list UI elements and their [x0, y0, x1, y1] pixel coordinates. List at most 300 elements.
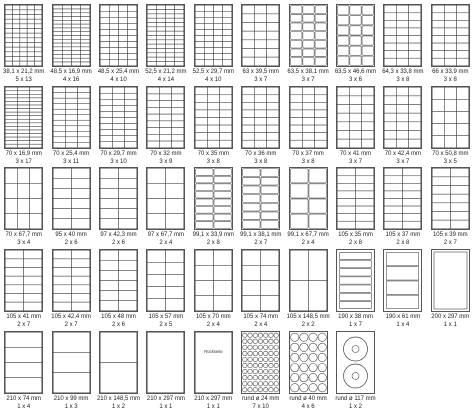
label-cell: [195, 48, 204, 54]
label-circle: [253, 375, 257, 379]
label-cell: [118, 178, 136, 188]
label-cell: [71, 36, 80, 40]
label-cell: [172, 101, 184, 108]
label-cell: [397, 20, 409, 28]
label-sheet: [427, 249, 474, 331]
label-cell: [18, 137, 30, 141]
label-cell: [100, 136, 112, 142]
label-circle: [308, 363, 316, 371]
label-cell: [148, 53, 157, 57]
label-cell: [195, 11, 204, 17]
label-layout: 2 x 6: [111, 239, 125, 246]
label-cell: [355, 214, 373, 222]
label-sheet: [0, 167, 47, 249]
label-cell: [450, 177, 468, 186]
label-cell: [290, 23, 301, 31]
label-size: rund ø 117 mm: [335, 396, 376, 402]
sheet-caption: [237, 314, 284, 329]
label-cell: [18, 119, 30, 123]
label-cell: [71, 54, 80, 58]
label-cell: [112, 142, 124, 148]
label-cell: [242, 140, 254, 148]
label-cell: [195, 281, 213, 296]
sheet-diagram: [383, 4, 422, 67]
label-cell: [13, 56, 20, 61]
label-cell: [18, 168, 30, 183]
label-cell: [385, 122, 397, 131]
label-cell: [35, 10, 42, 15]
label-cell: [349, 87, 361, 96]
label-cell: [409, 36, 421, 44]
label-cell: [5, 109, 17, 113]
label-cell: [349, 139, 361, 148]
label-cell: [53, 32, 62, 36]
label-cell: [53, 47, 62, 51]
sheet-diagram: [336, 331, 375, 394]
label-cell: [214, 199, 231, 206]
label-cell: [222, 54, 231, 60]
label-cell: [100, 60, 109, 66]
label-cell: [242, 265, 260, 280]
label-cell: [175, 27, 184, 31]
label-cell: [222, 60, 231, 66]
label-sheet: [142, 167, 189, 249]
label-cell: [355, 221, 373, 229]
label-cell: [432, 194, 450, 203]
label-cell: [195, 118, 207, 126]
label-layout: 3 x 8: [206, 158, 220, 165]
label-sheet: [190, 249, 237, 331]
label-cell: [100, 291, 118, 301]
label-cell: [242, 31, 254, 40]
label-cell: [222, 36, 231, 42]
label-cell: [5, 29, 12, 34]
label-cell: [222, 42, 231, 48]
label-layout: 2 x 7: [64, 321, 78, 328]
label-cell: [166, 5, 175, 9]
label-cell: [157, 53, 166, 57]
label-layout: 2 x 7: [254, 239, 268, 246]
label-cell: [18, 98, 30, 102]
label-circle: [318, 333, 326, 341]
label-cell: [302, 133, 314, 141]
label-sheet: [95, 167, 142, 249]
label-cell: [5, 112, 17, 116]
label-cell: [5, 250, 23, 259]
label-cell: [160, 128, 172, 135]
label-cell: [195, 102, 207, 110]
label-cell: [385, 105, 397, 114]
label-circle: [274, 369, 278, 373]
label-cell: [112, 93, 124, 99]
label-cell: [148, 287, 166, 299]
label-cell: [213, 5, 222, 11]
label-cell: [27, 5, 34, 10]
label-cell: [315, 23, 326, 31]
label-cell: [355, 206, 373, 214]
label-cell: [397, 13, 409, 21]
label-cell: [148, 40, 157, 44]
label-circle: [264, 357, 268, 361]
label-cell: [125, 130, 137, 136]
label-cell: [337, 183, 355, 191]
label-cell: [267, 133, 279, 141]
label-cell: [243, 177, 260, 185]
label-cell: [100, 36, 109, 42]
label-cell: [53, 43, 62, 47]
label-cell: [5, 332, 42, 347]
label-cell: [195, 42, 204, 48]
label-cell: [362, 139, 374, 148]
label-cell: [302, 32, 313, 40]
label-cell: [112, 130, 124, 136]
label-layout: 4 x 10: [205, 76, 222, 83]
label-cell: [355, 183, 373, 191]
label-cell: [100, 199, 118, 209]
label-cell: [207, 87, 219, 95]
label-size: 190 x 38 mm: [338, 314, 373, 320]
label-cell: [27, 33, 34, 38]
label-circle: [248, 363, 252, 367]
label-size: 38,1 x 21,2 mm: [3, 69, 45, 75]
label-cell: [148, 183, 166, 198]
label-cell: [112, 118, 124, 124]
label-sheet: [237, 249, 284, 331]
label-cell: [172, 134, 184, 141]
label-circle: [243, 381, 247, 385]
label-cell: [5, 98, 17, 102]
label-cell: [337, 168, 355, 176]
label-cell: [362, 26, 373, 35]
label-cell: [148, 57, 157, 61]
label-cell: [118, 270, 136, 280]
label-cell: [148, 114, 160, 121]
label-cell: [30, 214, 42, 229]
label-cell: [100, 105, 112, 111]
sheet-diagram: [146, 4, 185, 67]
label-cell: [204, 36, 213, 42]
label-size: 70 x 16,9 mm: [5, 151, 42, 157]
label-cell: [13, 15, 20, 20]
label-cell: [175, 48, 184, 52]
label-cell: [148, 299, 166, 311]
label-cell: [362, 36, 373, 45]
label-cell: [456, 51, 468, 59]
label-circle: [274, 345, 278, 349]
label-cell: [62, 13, 71, 17]
label-cell: [409, 130, 421, 139]
label-layout: 3 x 8: [396, 76, 410, 83]
sheet-diagram: [241, 4, 280, 67]
label-cell: [397, 51, 409, 59]
label-cell: [255, 14, 267, 23]
label-cell: [385, 13, 397, 21]
label-cell: [5, 134, 17, 138]
sheet-diagram: [4, 167, 43, 230]
label-cell: [71, 188, 89, 198]
label-cell: [35, 42, 42, 47]
label-cell: [148, 332, 185, 393]
label-layout: 1 x 1: [443, 321, 457, 328]
label-cell: [166, 61, 175, 65]
sheet-caption: [190, 314, 237, 329]
label-cell: [362, 87, 374, 96]
sheet-caption: [427, 232, 474, 247]
label-cell: [128, 42, 137, 48]
label-cell: [261, 265, 279, 280]
label-sheet: [284, 167, 331, 249]
label-sheet: [95, 331, 142, 413]
label-cell: [213, 60, 222, 66]
label-cell: [432, 36, 444, 44]
label-cell: [80, 13, 89, 17]
label-cell: [125, 136, 137, 142]
label-cell: [385, 5, 397, 13]
label-cell: [100, 281, 118, 291]
label-cell: [337, 221, 355, 229]
label-cell: [175, 53, 184, 57]
label-cell: [166, 183, 184, 198]
label-cell: [362, 56, 373, 65]
label-cell: [290, 49, 301, 57]
sheet-caption: [379, 314, 426, 329]
label-cell: [118, 42, 127, 48]
label-cell: [65, 87, 77, 93]
label-cell: [243, 221, 260, 229]
label-cell: [148, 141, 160, 148]
label-cell: [5, 285, 23, 294]
label-circle: [243, 351, 247, 355]
sheet-diagram: [431, 249, 470, 312]
label-cell: [65, 93, 77, 99]
label-cell: [337, 191, 355, 199]
label-cell: [53, 199, 71, 209]
sheet-caption: [332, 232, 379, 247]
label-cell: [5, 38, 12, 43]
label-sheet: [427, 86, 474, 168]
label-cell: [172, 141, 184, 148]
label-circle: [264, 381, 268, 385]
label-cell: [5, 105, 17, 109]
label-cell: [243, 195, 260, 203]
label-cell: [62, 47, 71, 51]
sheet-caption: [284, 151, 331, 166]
label-cell: [109, 23, 118, 29]
label-cell: [444, 36, 456, 44]
label-cell: [397, 130, 409, 139]
label-circle: [274, 333, 278, 337]
label-cell: [315, 32, 326, 40]
label-cell: [387, 252, 419, 265]
label-cell: [100, 260, 118, 270]
label-sheet: [379, 249, 426, 331]
label-cell: [118, 199, 136, 209]
label-cell: [118, 29, 127, 35]
label-cell: [222, 29, 231, 35]
label-cell: [5, 52, 12, 57]
label-cell: [13, 24, 20, 29]
label-circle: [308, 343, 316, 351]
label-cell: [204, 48, 213, 54]
label-cell: [62, 5, 71, 9]
label-cell: [20, 15, 27, 20]
label-sheet: [142, 4, 189, 86]
label-sheet: [379, 4, 426, 86]
label-cell: [195, 199, 212, 206]
label-circle: [253, 345, 257, 349]
label-cell: [261, 177, 278, 185]
label-cell: [302, 87, 314, 95]
label-layout: 3 x 6: [348, 76, 362, 83]
label-cell: [62, 39, 71, 43]
label-cell: [27, 10, 34, 15]
label-cell: [53, 302, 71, 311]
label-cell: [157, 5, 166, 9]
label-cell: [166, 299, 184, 311]
label-cell: [30, 141, 42, 145]
label-cell: [338, 36, 349, 45]
label-cell: [148, 27, 157, 31]
label-cell: [118, 260, 136, 270]
label-size: 210 x 297 mm: [146, 396, 185, 402]
label-sheet: [284, 86, 331, 168]
label-cell: [5, 276, 23, 285]
sheet-caption: [284, 69, 331, 84]
label-cell: [302, 125, 314, 133]
label-cell: [175, 61, 184, 65]
label-cell: [195, 214, 212, 221]
label-cell: [166, 287, 184, 299]
label-cell: [160, 114, 172, 121]
label-layout: 1 x 1: [159, 403, 173, 410]
label-cell: [267, 48, 279, 57]
sheet-caption: [142, 151, 189, 166]
label-circle: [253, 363, 257, 367]
label-cell: [53, 332, 90, 352]
label-cell: [80, 24, 89, 28]
label-sheet: [190, 331, 237, 413]
label-size: 95 x 40 mm: [55, 232, 87, 238]
label-cell: [337, 87, 349, 96]
label-cell: [30, 94, 42, 98]
label-cell: [109, 17, 118, 23]
label-circle: [243, 345, 247, 349]
label-cell: [195, 222, 212, 229]
label-cell: [160, 134, 172, 141]
label-cell: [30, 109, 42, 113]
label-cell: [125, 105, 137, 111]
sheet-caption: [237, 151, 284, 166]
label-cell: [13, 61, 20, 66]
sheet-diagram: [99, 167, 138, 230]
label-cell: [27, 52, 34, 57]
label-cell: [222, 23, 231, 29]
label-cell: [5, 268, 23, 277]
label-cell: [409, 96, 421, 105]
label-cell: [5, 168, 17, 183]
label-cell: [309, 199, 326, 213]
label-circle: [253, 333, 257, 337]
label-size: 70 x 37 mm: [292, 151, 324, 157]
sheet-note: Rückseite: [204, 349, 223, 354]
label-circle: [243, 339, 247, 343]
label-size: 210 x 148,5 mm: [96, 396, 140, 402]
label-cell: [261, 186, 278, 194]
label-cell: [444, 51, 456, 59]
label-cell: [65, 137, 77, 143]
label-cell: [148, 199, 166, 214]
label-cell: [302, 140, 314, 148]
sheet-diagram: [99, 249, 138, 312]
label-cell: [5, 123, 17, 127]
label-cell: [243, 203, 260, 211]
label-cell: [24, 259, 42, 268]
label-cell: [109, 60, 118, 66]
label-cell: [35, 15, 42, 20]
label-cell: [195, 54, 204, 60]
label-sheet: [237, 331, 284, 413]
label-circle: [290, 384, 298, 392]
label-cell: [409, 113, 421, 122]
label-cell: [166, 48, 175, 52]
label-cell: [409, 105, 421, 114]
label-circle: [290, 333, 298, 341]
label-cell: [71, 268, 89, 277]
label-cell: [432, 211, 450, 220]
sheet-diagram: [289, 331, 328, 394]
label-sheet: [284, 4, 331, 86]
sheet-caption: [0, 232, 47, 247]
label-circle: [264, 363, 268, 367]
label-cell: [65, 104, 77, 110]
label-cell: [314, 133, 326, 141]
label-cell: [397, 36, 409, 44]
label-cell: [13, 52, 20, 57]
label-circle: [248, 345, 252, 349]
label-cell: [62, 17, 71, 21]
label-cell: [100, 168, 118, 178]
sheet-diagram: [4, 331, 43, 394]
label-cell: [204, 11, 213, 17]
label-cell: [53, 9, 62, 13]
label-layout: 1 x 2: [348, 403, 362, 410]
label-cell: [403, 206, 421, 214]
label-cell: [71, 5, 80, 9]
label-cell: [5, 259, 23, 268]
label-size: 105 x 48 mm: [101, 314, 136, 320]
label-size: 97 x 67,7 mm: [147, 232, 185, 238]
label-cell: [432, 28, 444, 36]
label-cell: [409, 58, 421, 66]
label-cell: [267, 5, 279, 14]
label-size: 105 x 39 mm: [432, 232, 468, 238]
label-cell: [53, 5, 62, 9]
label-circle: [243, 357, 247, 361]
label-sheet: [190, 167, 237, 249]
label-cell: [213, 281, 231, 296]
label-cell: [24, 276, 42, 285]
label-cell: [432, 20, 444, 28]
label-sheet: [237, 86, 284, 168]
label-cell: [62, 9, 71, 13]
label-size: 190 x 61 mm: [385, 314, 421, 320]
sheet-caption: [47, 232, 94, 247]
label-cell: [385, 221, 403, 229]
label-size: 105 x 70 mm: [195, 314, 231, 320]
label-cell: [403, 221, 421, 229]
label-cell: [222, 11, 231, 17]
label-cell: [172, 128, 184, 135]
